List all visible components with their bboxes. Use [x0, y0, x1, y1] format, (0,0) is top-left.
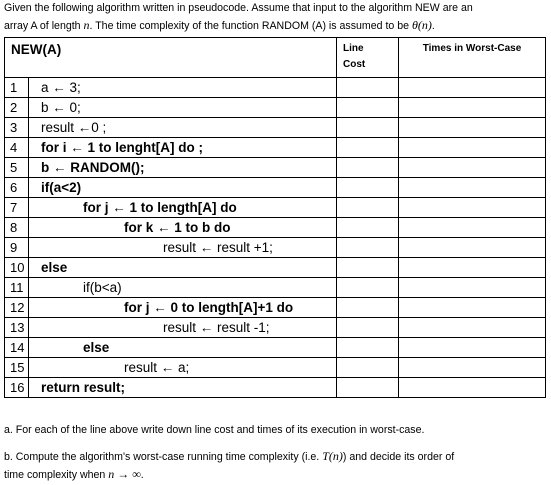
- table-row: [5, 298, 546, 318]
- line-cost-cell[interactable]: [337, 78, 399, 98]
- table-row: [5, 78, 546, 98]
- code-line: for j ← 0 to length[A]+1 do: [29, 298, 337, 318]
- times-cell[interactable]: [399, 158, 546, 178]
- code-line: result ← result +1;: [29, 238, 337, 258]
- table-row: [5, 178, 546, 198]
- code-line: for i ← 1 to lenght[A] do ;: [29, 138, 337, 158]
- line-cost-cell[interactable]: [337, 278, 399, 298]
- times-cell[interactable]: [399, 138, 546, 158]
- times-header: Times in Worst-Case: [399, 38, 546, 78]
- times-cell[interactable]: [399, 78, 546, 98]
- line-number: 7: [5, 198, 29, 218]
- line-number: 15: [5, 358, 29, 378]
- table-row: [5, 138, 546, 158]
- line-number: 11: [5, 278, 29, 298]
- code-line: if(a<2): [29, 178, 337, 198]
- times-cell[interactable]: [399, 298, 546, 318]
- code-line: result ←0 ;: [29, 118, 337, 138]
- line-cost-cell[interactable]: [337, 118, 399, 138]
- line-number: 1: [5, 78, 29, 98]
- code-line: result ← result -1;: [29, 318, 337, 338]
- line-number: 6: [5, 178, 29, 198]
- line-cost-cell[interactable]: [337, 138, 399, 158]
- code-line: else: [29, 258, 337, 278]
- line-cost-cell[interactable]: [337, 318, 399, 338]
- table-row: [5, 378, 546, 398]
- code-line: if(b<a): [29, 278, 337, 298]
- line-cost-cell[interactable]: [337, 158, 399, 178]
- code-line: b ← 0;: [29, 98, 337, 118]
- code-line: a ← 3;: [29, 78, 337, 98]
- table-header: [5, 38, 546, 78]
- table-row: [5, 338, 546, 358]
- line-number: 2: [5, 98, 29, 118]
- line-number: 12: [5, 298, 29, 318]
- line-cost-cell[interactable]: [337, 298, 399, 318]
- code-line: for k ← 1 to b do: [29, 218, 337, 238]
- line-cost-cell[interactable]: [337, 178, 399, 198]
- table-row: [5, 158, 546, 178]
- table-row: [5, 258, 546, 278]
- table-row: [5, 198, 546, 218]
- times-cell[interactable]: [399, 198, 546, 218]
- n-symbol: n: [83, 18, 90, 32]
- intro-text: Given the following algorithm written in pseudocode. Assume that input to the algorithm NEW are an array A of length n. The time complexity of the function RANDOM (A) is assumed to be θ(n).: [4, 2, 473, 32]
- times-cell[interactable]: [399, 358, 546, 378]
- line-cost-cell[interactable]: [337, 378, 399, 398]
- theta-n: θ(n): [411, 18, 432, 32]
- question-b: b. Compute the algorithm's worst-case running time complexity (i.e. T(n)) and decide its order of time complexity when n → ∞.: [4, 449, 455, 481]
- times-cell[interactable]: [399, 238, 546, 258]
- line-number: 8: [5, 218, 29, 238]
- code-line: for j ← 1 to length[A] do: [29, 198, 337, 218]
- intro-line-1: Given the following algorithm written in pseudocode. Assume that input to the algorithm NEW are an: [4, 2, 473, 14]
- times-cell[interactable]: [399, 318, 546, 338]
- code-line: b ← RANDOM();: [29, 158, 337, 178]
- table-row: [5, 238, 546, 258]
- times-cell[interactable]: [399, 258, 546, 278]
- line-number: 16: [5, 378, 29, 398]
- code-line: else: [29, 338, 337, 358]
- n-to-infinity: n → ∞: [108, 467, 141, 481]
- line-cost-cell[interactable]: [337, 98, 399, 118]
- line-cost-cell[interactable]: [337, 218, 399, 238]
- table-row: [5, 218, 546, 238]
- line-number: 3: [5, 118, 29, 138]
- line-number: 4: [5, 138, 29, 158]
- table-row: [5, 118, 546, 138]
- code-line: return result;: [29, 378, 337, 398]
- question-a: a. For each of the line above write down line cost and times of its execution in worst-case.: [4, 424, 425, 436]
- algorithm-table: [4, 37, 546, 398]
- times-cell[interactable]: [399, 338, 546, 358]
- line-number: 10: [5, 258, 29, 278]
- times-cell[interactable]: [399, 178, 546, 198]
- line-number: 14: [5, 338, 29, 358]
- line-cost-header: Line Cost: [337, 38, 399, 78]
- times-cell[interactable]: [399, 118, 546, 138]
- line-number: 9: [5, 238, 29, 258]
- line-cost-cell[interactable]: [337, 198, 399, 218]
- line-number: 13: [5, 318, 29, 338]
- code-line: result ← a;: [29, 358, 337, 378]
- line-cost-cell[interactable]: [337, 238, 399, 258]
- table-row: [5, 358, 546, 378]
- table-row: [5, 278, 546, 298]
- line-cost-cell[interactable]: [337, 358, 399, 378]
- table-row: [5, 98, 546, 118]
- algorithm-title: NEW(A): [5, 38, 337, 78]
- t-of-n: T(n): [322, 449, 343, 463]
- table-row: [5, 318, 546, 338]
- line-number: 5: [5, 158, 29, 178]
- times-cell[interactable]: [399, 218, 546, 238]
- line-cost-cell[interactable]: [337, 258, 399, 278]
- line-cost-cell[interactable]: [337, 338, 399, 358]
- times-cell[interactable]: [399, 378, 546, 398]
- times-cell[interactable]: [399, 98, 546, 118]
- times-cell[interactable]: [399, 278, 546, 298]
